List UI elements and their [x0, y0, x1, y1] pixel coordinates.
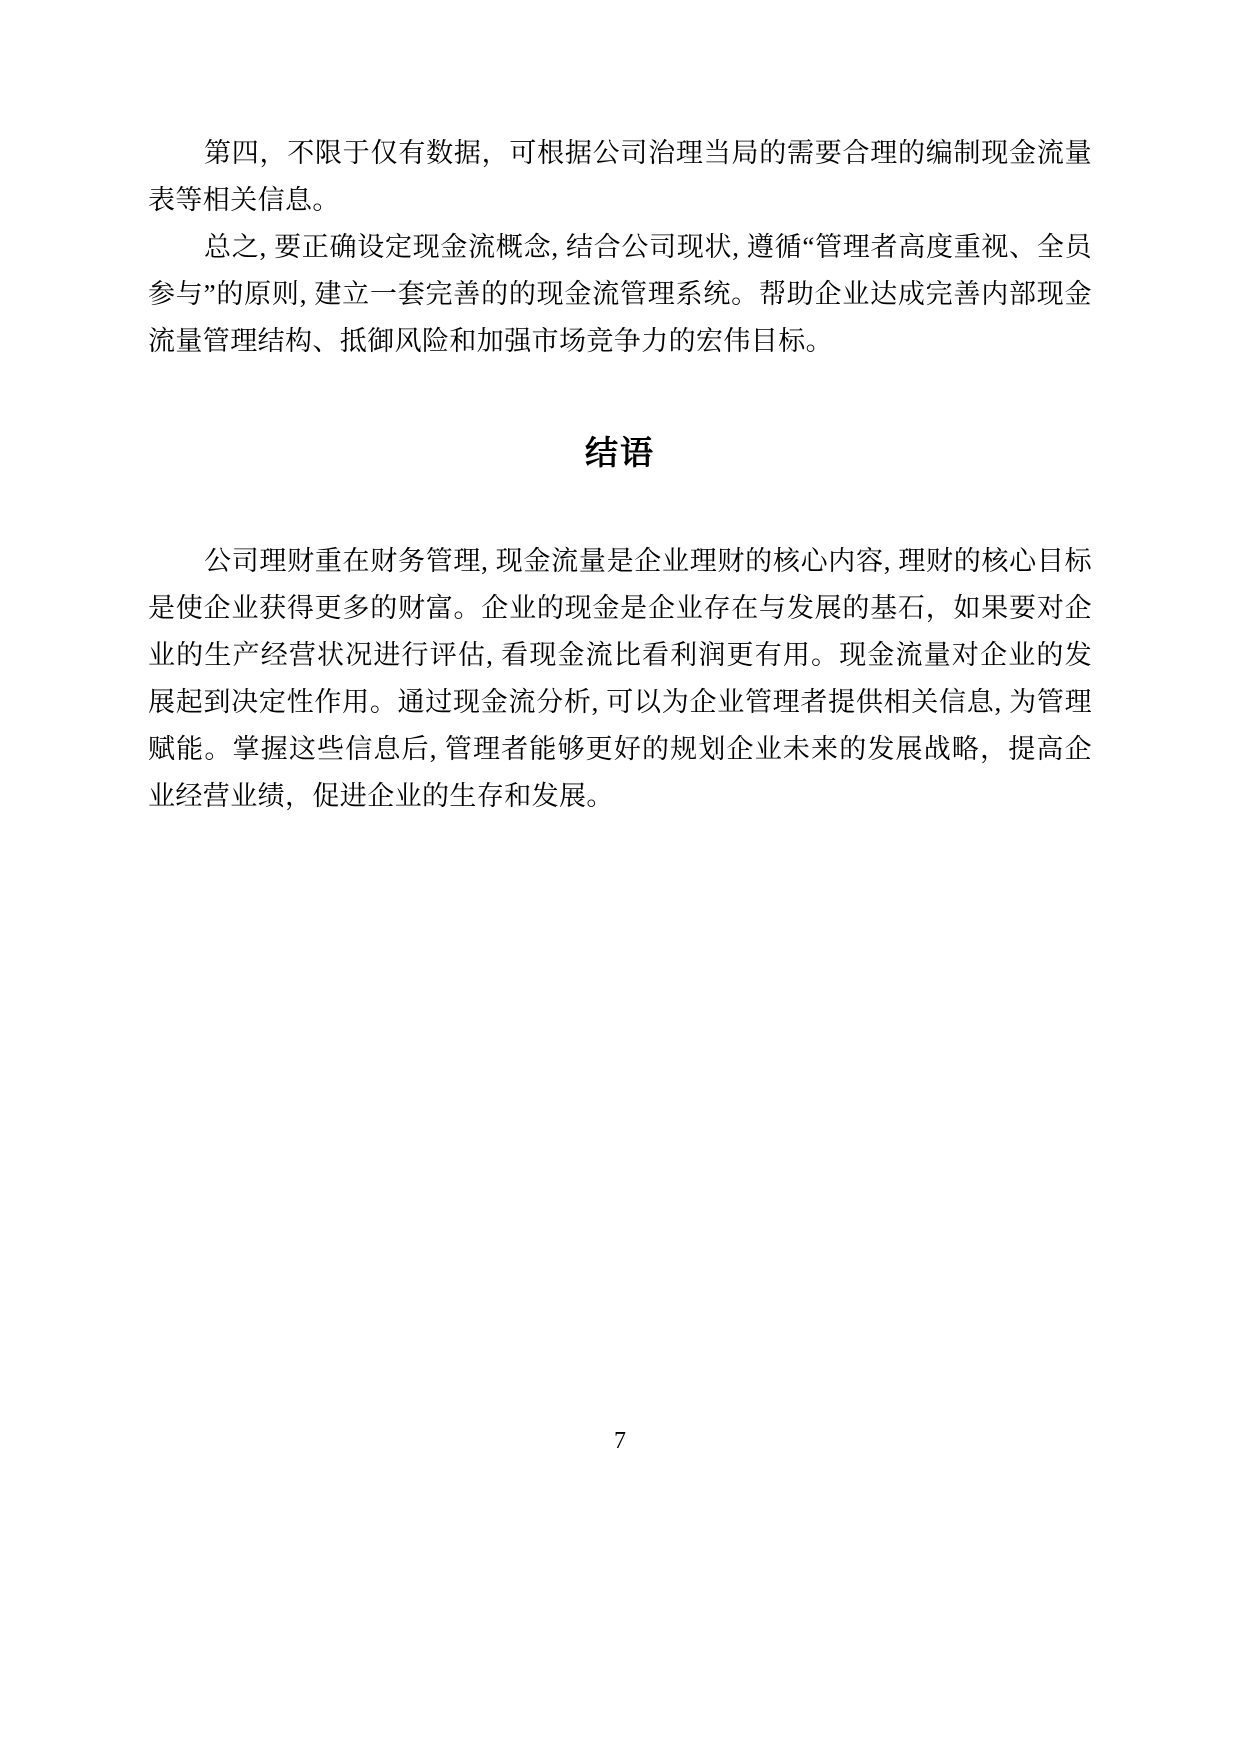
- heading-spacer: [148, 514, 1092, 538]
- paragraph-conclusion: 公司理财重在财务管理, 现金流量是企业理财的核心内容, 理财的核心目标是使企业获得更多的财富。企业的现金是企业存在与发展的基石，如果要对企业的生产经营状况进行评估, 看现金流比看利润更有用。现金流量对企业的发展起到决定性作用。通过现金流分析, 可以为企业管理者提供相关信息, 为管理赋能。掌握这些信息后, 管理者能够更好的规划企业未来的发展战略，提高企业经营业绩，促进企业的生存和发展。: [148, 546, 1092, 811]
- paragraph-summary: 总之, 要正确设定现金流概念, 结合公司现状, 遵循“管理者高度重视、全员参与”的原则, 建立一套完善的的现金流管理系统。帮助企业达成完善内部现金流量管理结构、抵御风险和加强市场竞争力的宏伟目标。: [148, 232, 1092, 356]
- paragraph-fourth-point: 第四，不限于仅有数据，可根据公司治理当局的需要合理的编制现金流量表等相关信息。: [148, 138, 1092, 215]
- page-content: [148, 130, 1092, 820]
- section-heading-conclusion: 结语: [585, 433, 655, 472]
- page-number: 7: [614, 1428, 626, 1454]
